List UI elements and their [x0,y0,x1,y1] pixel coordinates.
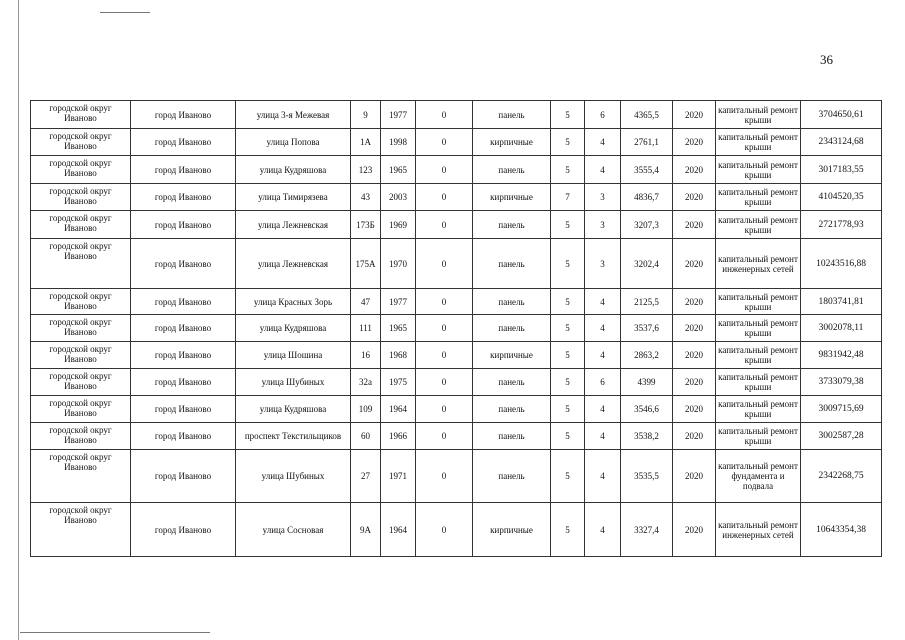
cell-cost: 2342268,75 [801,450,882,503]
cell-street: улица 3-я Межевая [236,101,351,129]
cell-house-number: 47 [351,289,381,315]
cell-cost: 3002078,11 [801,315,882,342]
cell-year-reconstruction: 0 [416,450,473,503]
cell-street: улица Сосновая [236,503,351,557]
cell-entrances: 6 [585,101,621,129]
cell-wall-material: кирпичные [473,503,551,557]
cell-entrances: 4 [585,450,621,503]
cell-year-built: 1969 [381,211,416,239]
cell-year-reconstruction: 0 [416,289,473,315]
cell-wall-material: панель [473,396,551,423]
cell-area: 3535,5 [621,450,673,503]
table-row [31,450,882,503]
table-row [31,156,882,184]
cell-entrances: 3 [585,184,621,211]
cell-cost: 2343124,68 [801,129,882,156]
cell-entrances: 4 [585,396,621,423]
cell-entrances: 4 [585,129,621,156]
cell-plan-year: 2020 [673,211,716,239]
cell-year-reconstruction: 0 [416,315,473,342]
cell-work-type: капитальный ремонт крыши [716,423,801,450]
cell-house-number: 175А [351,239,381,289]
cell-municipality: городской округ Иваново [31,342,131,369]
cell-house-number: 43 [351,184,381,211]
cell-floors: 5 [551,369,585,396]
cell-street: улица Кудряшова [236,156,351,184]
cell-wall-material: панель [473,423,551,450]
cell-plan-year: 2020 [673,129,716,156]
cell-work-type: капитальный ремонт крыши [716,315,801,342]
cell-floors: 5 [551,129,585,156]
cell-year-reconstruction: 0 [416,211,473,239]
cell-plan-year: 2020 [673,289,716,315]
cell-year-reconstruction: 0 [416,423,473,450]
table-row [31,289,882,315]
cell-entrances: 4 [585,342,621,369]
cell-wall-material: панель [473,289,551,315]
cell-street: улица Лежневская [236,239,351,289]
cell-cost: 2721778,93 [801,211,882,239]
cell-plan-year: 2020 [673,503,716,557]
cell-year-reconstruction: 0 [416,342,473,369]
cell-year-built: 1965 [381,156,416,184]
cell-area: 3555,4 [621,156,673,184]
repair-program-table [30,100,882,557]
cell-wall-material: кирпичные [473,129,551,156]
cell-house-number: 111 [351,315,381,342]
cell-floors: 5 [551,239,585,289]
cell-municipality: городской округ Иваново [31,101,131,129]
cell-floors: 5 [551,315,585,342]
table-row [31,211,882,239]
cell-cost: 3733079,38 [801,369,882,396]
cell-municipality: городской округ Иваново [31,423,131,450]
cell-entrances: 4 [585,503,621,557]
cell-area: 4836,7 [621,184,673,211]
cell-municipality: городской округ Иваново [31,239,131,289]
cell-house-number: 123 [351,156,381,184]
cell-area: 3207,3 [621,211,673,239]
cell-entrances: 3 [585,239,621,289]
cell-year-built: 1966 [381,423,416,450]
cell-plan-year: 2020 [673,396,716,423]
cell-work-type: капитальный ремонт крыши [716,369,801,396]
cell-work-type: капитальный ремонт крыши [716,129,801,156]
cell-municipality: городской округ Иваново [31,184,131,211]
table-row [31,503,882,557]
cell-street: улица Кудряшова [236,315,351,342]
cell-municipality: городской округ Иваново [31,211,131,239]
cell-municipality: городской округ Иваново [31,289,131,315]
cell-plan-year: 2020 [673,315,716,342]
table-row [31,239,882,289]
cell-work-type: капитальный ремонт фундамента и подвала [716,450,801,503]
scan-edge-line [100,12,150,13]
cell-house-number: 173Б [351,211,381,239]
cell-settlement: город Иваново [131,503,236,557]
cell-area: 2125,5 [621,289,673,315]
cell-settlement: город Иваново [131,129,236,156]
cell-year-built: 1971 [381,450,416,503]
cell-plan-year: 2020 [673,101,716,129]
cell-area: 2863,2 [621,342,673,369]
page-number: 36 [820,52,833,67]
cell-municipality: городской округ Иваново [31,396,131,423]
cell-plan-year: 2020 [673,450,716,503]
cell-entrances: 3 [585,211,621,239]
cell-year-reconstruction: 0 [416,101,473,129]
cell-year-built: 1964 [381,396,416,423]
cell-municipality: городской округ Иваново [31,129,131,156]
table-row [31,423,882,450]
cell-municipality: городской округ Иваново [31,450,131,503]
cell-cost: 3704650,61 [801,101,882,129]
cell-wall-material: панель [473,369,551,396]
cell-plan-year: 2020 [673,239,716,289]
cell-year-built: 1977 [381,101,416,129]
cell-year-built: 1970 [381,239,416,289]
cell-street: улица Красных Зорь [236,289,351,315]
cell-plan-year: 2020 [673,342,716,369]
cell-wall-material: панель [473,239,551,289]
cell-wall-material: панель [473,101,551,129]
cell-year-reconstruction: 0 [416,184,473,211]
cell-cost: 3009715,69 [801,396,882,423]
cell-year-reconstruction: 0 [416,503,473,557]
table-row [31,369,882,396]
cell-year-built: 1964 [381,503,416,557]
cell-work-type: капитальный ремонт крыши [716,184,801,211]
cell-floors: 5 [551,101,585,129]
cell-plan-year: 2020 [673,369,716,396]
cell-wall-material: панель [473,156,551,184]
scan-edge-line [20,632,210,633]
cell-entrances: 6 [585,369,621,396]
table-row [31,315,882,342]
cell-area: 3202,4 [621,239,673,289]
cell-settlement: город Иваново [131,156,236,184]
cell-work-type: капитальный ремонт инженерных сетей [716,503,801,557]
scan-edge-line [18,0,19,640]
cell-settlement: город Иваново [131,289,236,315]
table-row [31,129,882,156]
cell-settlement: город Иваново [131,315,236,342]
cell-area: 3546,6 [621,396,673,423]
cell-wall-material: панель [473,315,551,342]
cell-year-built: 2003 [381,184,416,211]
cell-year-built: 1998 [381,129,416,156]
cell-settlement: город Иваново [131,211,236,239]
cell-settlement: город Иваново [131,101,236,129]
cell-year-reconstruction: 0 [416,396,473,423]
cell-floors: 5 [551,503,585,557]
cell-work-type: капитальный ремонт крыши [716,101,801,129]
cell-entrances: 4 [585,289,621,315]
cell-area: 2761,1 [621,129,673,156]
cell-settlement: город Иваново [131,239,236,289]
cell-municipality: городской округ Иваново [31,369,131,396]
cell-cost: 10243516,88 [801,239,882,289]
cell-street: улица Кудряшова [236,396,351,423]
cell-cost: 10643354,38 [801,503,882,557]
cell-year-built: 1977 [381,289,416,315]
cell-house-number: 9А [351,503,381,557]
cell-work-type: капитальный ремонт крыши [716,289,801,315]
cell-floors: 7 [551,184,585,211]
cell-municipality: городской округ Иваново [31,156,131,184]
cell-settlement: город Иваново [131,184,236,211]
cell-cost: 3017183,55 [801,156,882,184]
table-row [31,184,882,211]
cell-entrances: 4 [585,315,621,342]
cell-plan-year: 2020 [673,156,716,184]
cell-wall-material: кирпичные [473,342,551,369]
cell-work-type: капитальный ремонт крыши [716,211,801,239]
cell-area: 3327,4 [621,503,673,557]
cell-cost: 4104520,35 [801,184,882,211]
cell-settlement: город Иваново [131,423,236,450]
cell-settlement: город Иваново [131,369,236,396]
cell-area: 3537,6 [621,315,673,342]
cell-house-number: 16 [351,342,381,369]
cell-cost: 9831942,48 [801,342,882,369]
cell-street: улица Шошина [236,342,351,369]
cell-floors: 5 [551,156,585,184]
cell-floors: 5 [551,289,585,315]
cell-floors: 5 [551,450,585,503]
cell-house-number: 32а [351,369,381,396]
cell-floors: 5 [551,211,585,239]
cell-house-number: 27 [351,450,381,503]
cell-work-type: капитальный ремонт инженерных сетей [716,239,801,289]
cell-house-number: 109 [351,396,381,423]
cell-work-type: капитальный ремонт крыши [716,156,801,184]
cell-entrances: 4 [585,423,621,450]
cell-floors: 5 [551,423,585,450]
cell-work-type: капитальный ремонт крыши [716,396,801,423]
cell-street: проспект Текстильщиков [236,423,351,450]
cell-floors: 5 [551,342,585,369]
cell-settlement: город Иваново [131,342,236,369]
cell-street: улица Попова [236,129,351,156]
cell-house-number: 60 [351,423,381,450]
cell-work-type: капитальный ремонт крыши [716,342,801,369]
cell-area: 4365,5 [621,101,673,129]
cell-plan-year: 2020 [673,423,716,450]
cell-cost: 1803741,81 [801,289,882,315]
cell-street: улица Тимирязева [236,184,351,211]
cell-entrances: 4 [585,156,621,184]
cell-year-reconstruction: 0 [416,156,473,184]
cell-house-number: 9 [351,101,381,129]
cell-area: 4399 [621,369,673,396]
cell-municipality: городской округ Иваново [31,503,131,557]
cell-settlement: город Иваново [131,450,236,503]
cell-street: улица Шубиных [236,369,351,396]
cell-year-reconstruction: 0 [416,369,473,396]
cell-wall-material: кирпичные [473,184,551,211]
cell-year-reconstruction: 0 [416,239,473,289]
cell-wall-material: панель [473,450,551,503]
cell-street: улица Шубиных [236,450,351,503]
cell-floors: 5 [551,396,585,423]
table-row [31,396,882,423]
cell-year-built: 1968 [381,342,416,369]
cell-year-reconstruction: 0 [416,129,473,156]
cell-house-number: 1А [351,129,381,156]
cell-plan-year: 2020 [673,184,716,211]
cell-area: 3538,2 [621,423,673,450]
table-row [31,101,882,129]
cell-settlement: город Иваново [131,396,236,423]
cell-year-built: 1975 [381,369,416,396]
cell-wall-material: панель [473,211,551,239]
cell-municipality: городской округ Иваново [31,315,131,342]
cell-street: улица Лежневская [236,211,351,239]
cell-year-built: 1965 [381,315,416,342]
table-row [31,342,882,369]
cell-cost: 3002587,28 [801,423,882,450]
